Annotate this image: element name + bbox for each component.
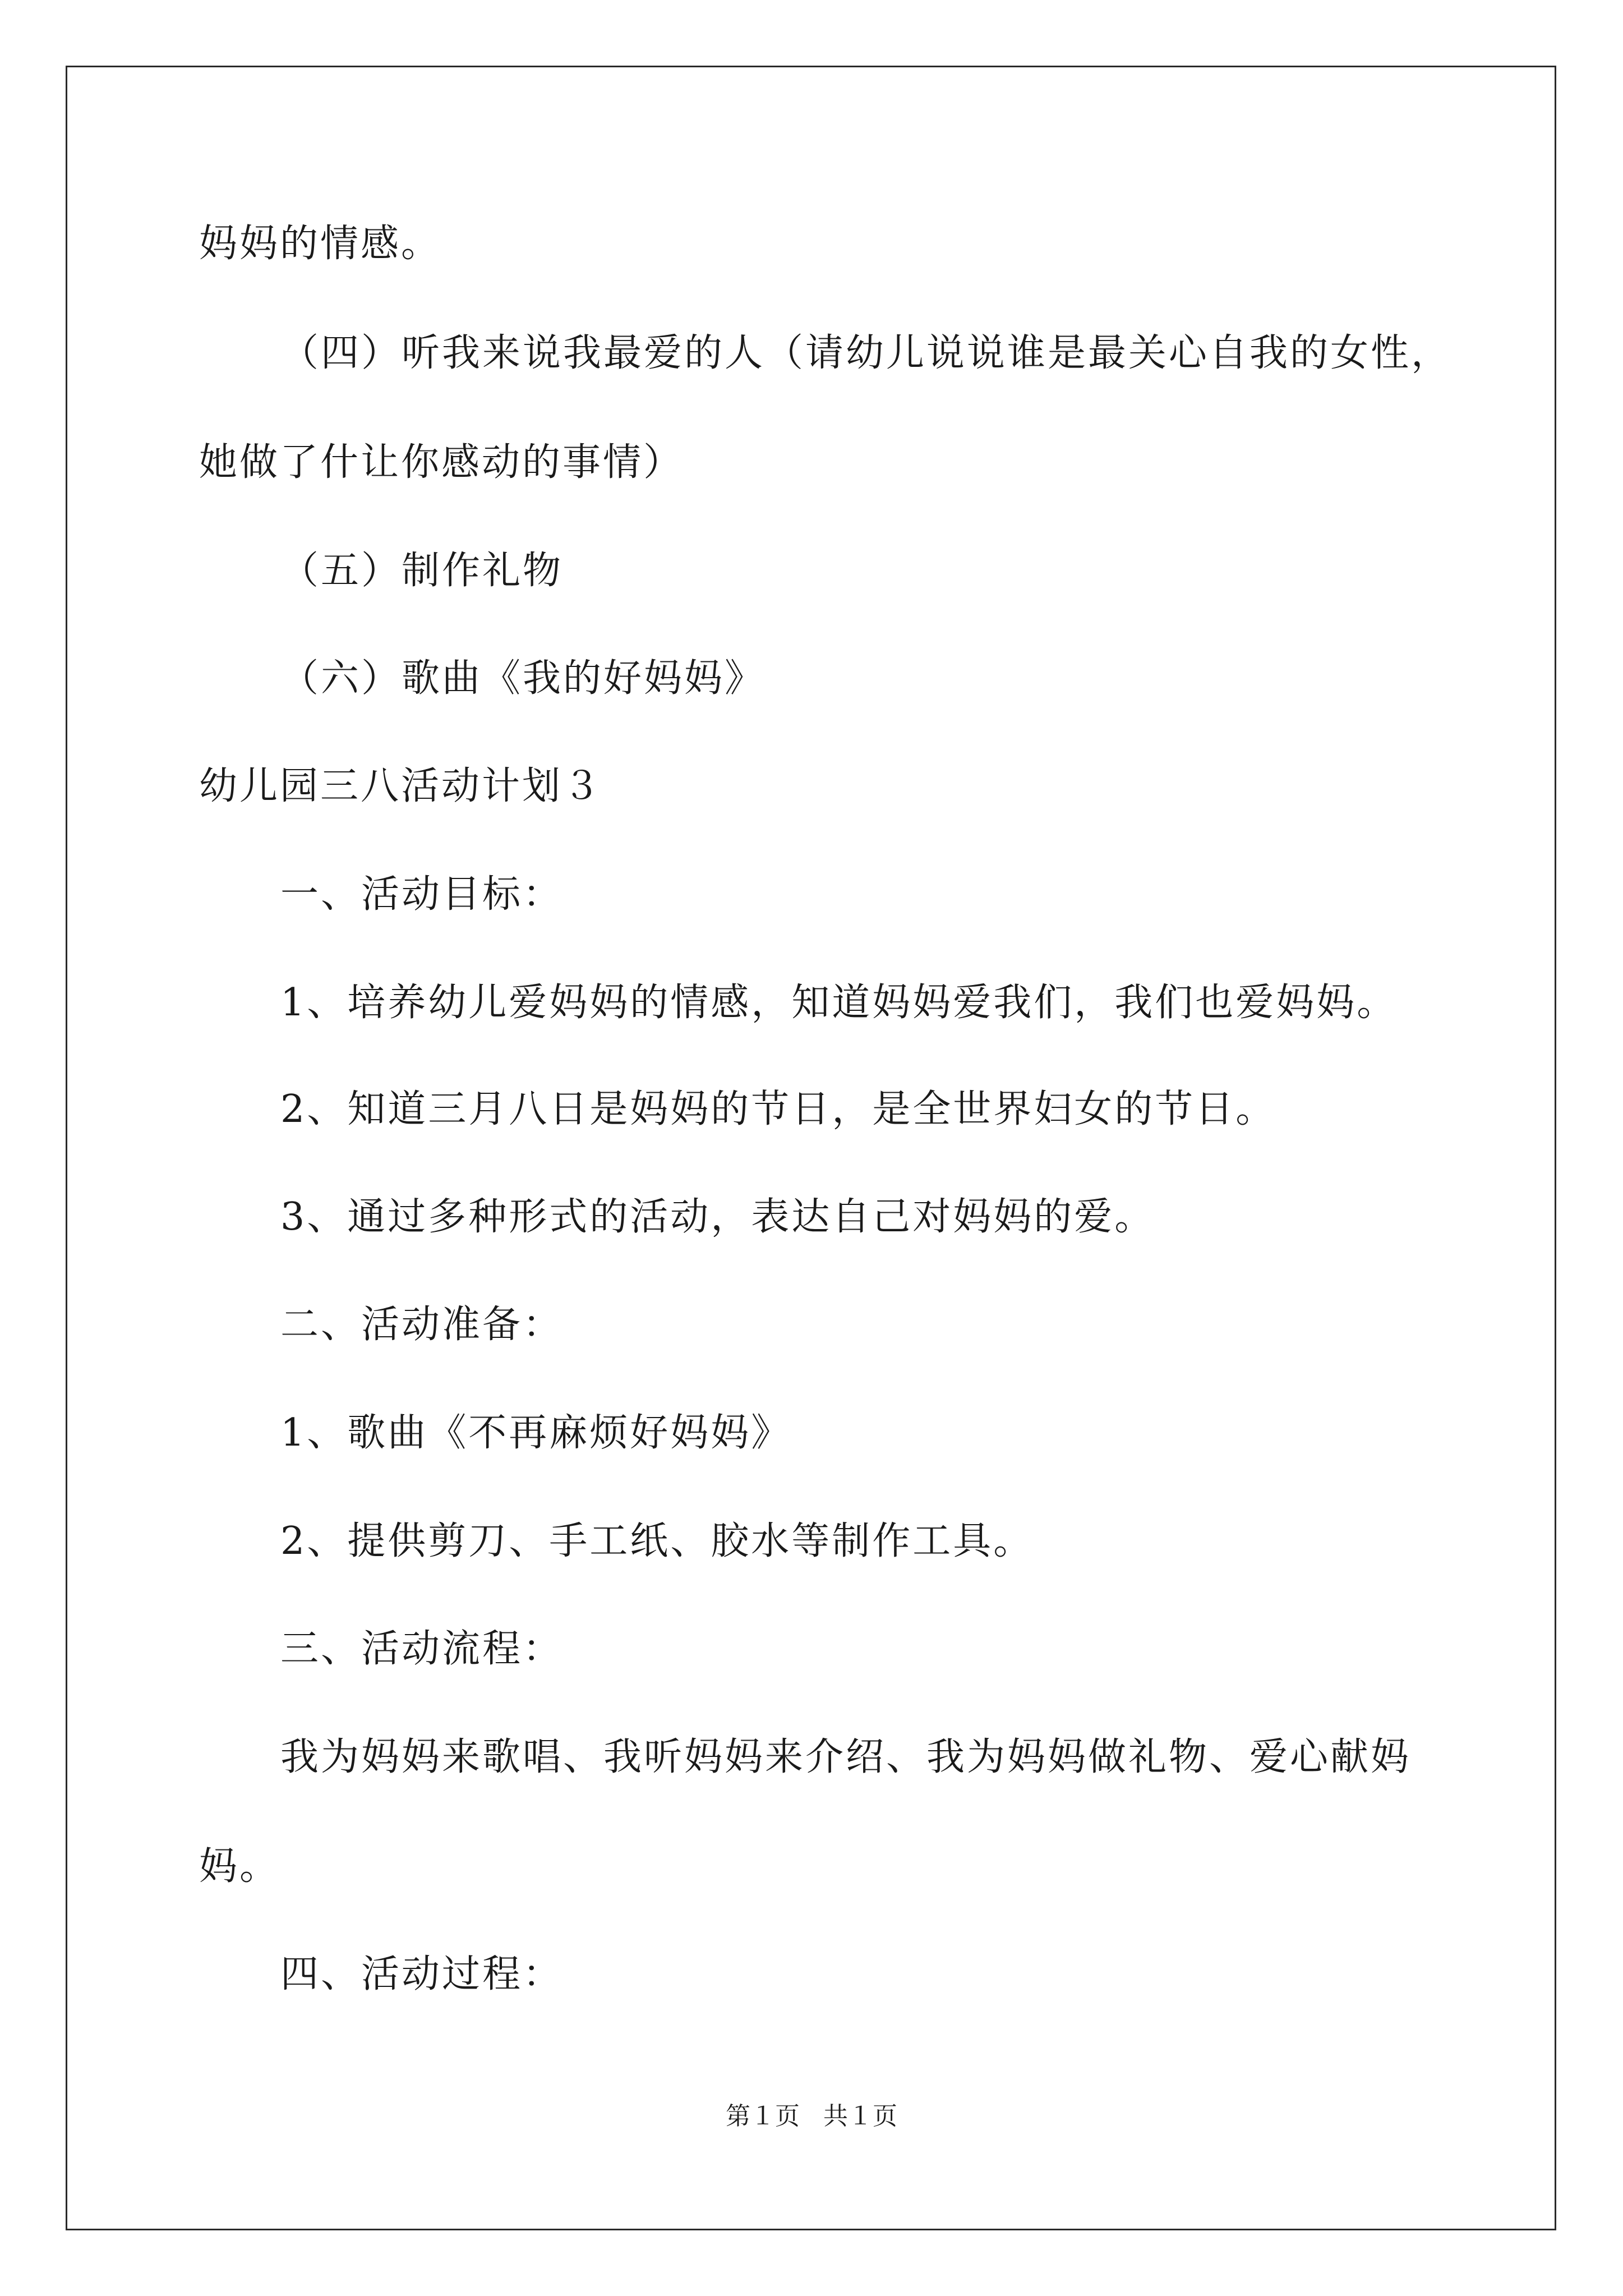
text-line: 三、活动流程：	[280, 1627, 564, 1671]
text-line: 妈妈的情感。	[199, 222, 442, 266]
text-line: 妈。	[199, 1844, 280, 1889]
text-line: 二、活动准备：	[280, 1303, 564, 1347]
text-line: （六）歌曲《我的好妈妈》	[280, 656, 766, 701]
text-line: 她做了什让你感动的事情）	[199, 440, 684, 485]
text-line: 四、活动过程：	[280, 1952, 564, 1996]
text-line: 2、提供剪刀、手工纸、胶水等制作工具。	[280, 1519, 1034, 1563]
text-line: 2、知道三月八日是妈妈的节日，是全世界妇女的节日。	[280, 1087, 1276, 1131]
text-line: （四）听我来说我最爱的人（请幼儿说说谁是最关心自我的女性，	[280, 331, 1452, 375]
text-line: 3、通过多种形式的活动，表达自己对妈妈的爱。	[280, 1195, 1155, 1239]
text-line: 1、歌曲《不再麻烦好妈妈》	[280, 1411, 792, 1455]
text-line: 我为妈妈来歌唱、我听妈妈来介绍、我为妈妈做礼物、爱心献妈	[280, 1735, 1412, 1779]
text-line: （五）制作礼物	[280, 549, 564, 593]
page-border	[66, 66, 1556, 2230]
text-line: 1、培养幼儿爱妈妈的情感，知道妈妈爱我们，我们也爱妈妈。	[280, 981, 1398, 1025]
section-heading: 幼儿园三八活动计划３	[199, 764, 603, 808]
page-footer: 第１页 共１页	[726, 2102, 897, 2131]
text-line: 一、活动目标：	[280, 872, 564, 917]
